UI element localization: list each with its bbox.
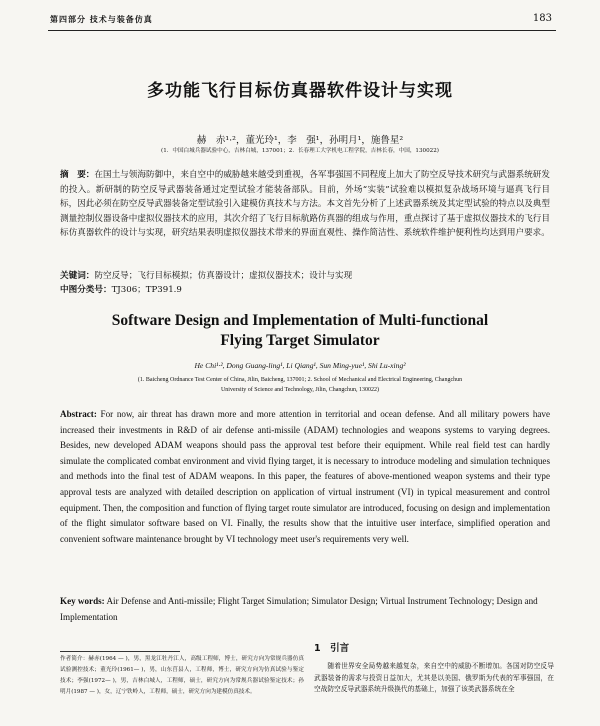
cn-class-value: TJ306；TP391.9: [111, 285, 182, 295]
footnote-rule: [60, 651, 180, 652]
cn-keywords-text: 防空反导；飞行目标模拟；仿真器设计；虚拟仪器技术；设计与实现: [94, 271, 353, 281]
cn-affiliation: (1．中国白城兵器试验中心，吉林白城，137001；2．长春理工大学机电工程学院，吉林长春，中国，130022): [161, 148, 439, 154]
intro-paragraph: 随着世界安全局势越来越复杂，来自空中的威胁不断增加。各国对防空反导武器装备的需求与投资日益加大，尤其是以美国、俄罗斯为代表的军事强国，在空战防空反导武器系统升级换代的基础上，加强了该类武器系统在全: [314, 662, 554, 693]
en-title-line2: Flying Target Simulator: [220, 332, 380, 349]
en-title: [0, 311, 600, 351]
en-affiliation: [0, 375, 600, 395]
cn-class-label: 中图分类号：: [60, 285, 112, 295]
cn-abstract-text: 在国土与领海防御中，来自空中的威胁越来越受到重视，各军事强国不同程度上加大了防空反导技术研究与武器系统研发的投入。新研制的防空反导武器装备通过定型试验才能装备部队。目前，外场“实装”试验难以模拟复杂战场环境与逼真飞行目标，因此必须在防空反导武器装备定型试验引入建模仿真技术与方法。本文首先分析了上述武器系统及其定型试验的特点以及典型测量控制仪器设备中虚拟仪器技术的应用，其次介绍了飞行目标航路仿真器的组成与作用，重点探讨了基于虚拟仪器技术的飞行目标仿真器软件的设计与实现，研究结果表明虚拟仪器技术带来的界面直观性、操作简洁性、系统软件维护便利性均达到用户要求。: [60, 170, 550, 239]
cn-title: 多功能飞行目标仿真器软件设计与实现: [147, 81, 453, 101]
cn-keywords: [60, 269, 550, 281]
running-header-section: 第四部分 技术与装备仿真: [50, 15, 153, 24]
en-abstract-text: For now, air threat has drawn more and more attention in territorial and ocean defense. And all military powers have increased their investments in R&D of air defense anti-missile (ADAM) technologies and weapons systems to varying degrees. Besides, new developed ADAM weapons should pass the approval test before their equipment. While real field test can hardly simulate the complicated combat environment and vivid flying target, it is necessary to introduce modeling and simulation techniques and methods into the final test of ADAM weapons. In this paper, the features of above-mentioned weapon systems and their type approval tests are analyzed with detailed description on application of virtual instrument (VI) in typical measurement and control equipment. Then, the composition and function of flying target route simulator are introduced, focusing on design and implementation of the flight simulator software based on VI. Finally, the results show that the intuitive user interface, simplified operation and convenient software maintenance brought by VI technology meet user's requirements very well.: [60, 409, 550, 544]
author-footnote: 作者简介：赫赤(1964 — )，男，黑龙江牡丹江人，高级工程师，博士，研究方向为常规兵器仿真试验测控技术；董光玲(1961— )，男，山东莒县人，工程师，博士，研究方向为仿真试验与鉴定技术；李强(1972— )，男，吉林白城人，工程师，硕士，研究方向为常规兵器试验鉴定技术；孙明月(1987 — )，女，辽宁铁岭人，工程师，硕士，研究方向为建模仿真技术。: [60, 656, 304, 695]
en-affiliation-line2: University of Science and Technology, Jilin, Changchun, 130022): [220, 387, 380, 393]
cn-abstract: [60, 168, 550, 241]
header-rule: [48, 30, 556, 31]
en-keywords-label: Key words:: [60, 596, 105, 606]
cn-abstract-label: 摘 要：: [60, 170, 95, 180]
cn-class-number: [60, 283, 550, 295]
en-abstract: [60, 407, 550, 547]
en-authors: He Chi¹·², Dong Guang-ling¹, Li Qiang¹, Sun Ming-yue¹, Shi Lu-xing²: [194, 361, 406, 370]
en-affiliation-line1: (1. Baicheng Ordnance Test Center of China, Jilin, Baicheng, 137001; 2. School of Mechanical and Electrical Engineering, Changchun: [137, 377, 463, 383]
en-abstract-label: Abstract:: [60, 409, 97, 419]
en-title-line1: Software Design and Implementation of Multi-functional: [111, 312, 489, 329]
page-number: 183: [532, 13, 552, 24]
en-keywords-text: Air Defense and Anti-missile; Flight Target Simulation; Simulator Design; Virtual Instrument Technology; Design and Implementation: [60, 596, 538, 622]
en-keywords: [60, 594, 550, 625]
cn-keywords-label: 关键词：: [60, 271, 95, 281]
cn-authors: 赫 赤¹·²，董光玲¹，李 强¹，孙明月¹，施鲁星²: [196, 135, 404, 146]
section-heading-intro: 1 引言: [314, 643, 350, 654]
